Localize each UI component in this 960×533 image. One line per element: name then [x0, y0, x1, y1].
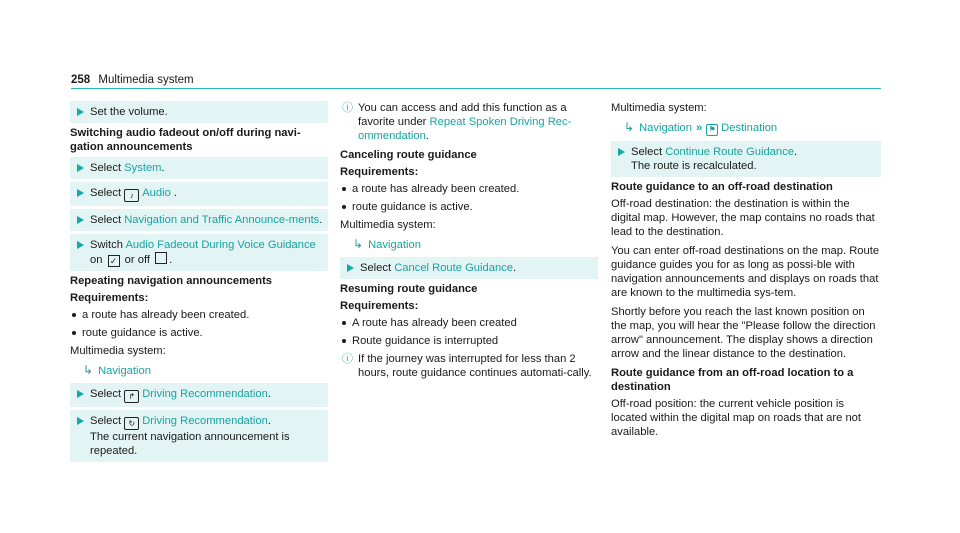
paragraph: Off-road destination: the destination is within the digital map. However, the map contains no roads that lead to the destination.	[611, 198, 875, 238]
navigation-menu-item[interactable]: Navigation	[98, 365, 151, 377]
step-select-nav-traffic: Select Navigation and Traffic Announce-ments.	[70, 209, 328, 231]
step-arrow-icon	[77, 390, 84, 398]
column-left	[70, 101, 328, 465]
cancel-route-guidance-item[interactable]: Cancel Route Guidance	[394, 262, 513, 274]
on-text: on	[90, 254, 103, 266]
step-arrow-icon	[77, 417, 84, 425]
requirements-label: Requirements:	[70, 292, 149, 304]
step-cancel-route: Select Cancel Route Guidance.	[340, 257, 598, 279]
or-off-text: or off	[124, 254, 150, 266]
repeat-spoken-link[interactable]: Repeat Spoken Driving Rec-ommendation	[358, 116, 572, 142]
step-result: The current navigation announcement is repeated.	[90, 431, 290, 457]
driving-recommendation-item[interactable]: Driving Recommendation	[142, 388, 268, 400]
info-icon: ⓘ	[342, 353, 353, 365]
multimedia-system-label: Multimedia system:	[340, 219, 436, 231]
audio-menu-item[interactable]: Audio	[142, 187, 171, 199]
step-text: Select	[631, 146, 663, 158]
page-header	[71, 73, 194, 87]
requirement-item: Route guidance is interrupted	[340, 334, 598, 348]
repeat-recommendation-icon: ↻	[124, 417, 139, 430]
step-switch-fadeout: Switch Audio Fadeout During Voice Guidance on ✓ or off .	[70, 234, 328, 271]
heading-resume: Resuming route guidance	[340, 283, 478, 295]
note-text: If the journey was interrupted for less than 2 hours, route guidance continues automati-cally.	[358, 353, 592, 379]
audio-settings-icon: ♪	[124, 189, 139, 202]
step-text: Select	[90, 214, 122, 226]
system-menu-item[interactable]: System	[124, 162, 162, 174]
paragraph: Shortly before you reach the last known position on the map, you will hear the "Please follow the direction arrow" announcement. The display shows a direction arrow and the linear distance to the destination.	[611, 306, 876, 360]
step-text: Switch	[90, 239, 123, 251]
requirement-item: route guidance is active.	[70, 326, 328, 340]
step-arrow-icon	[77, 189, 84, 197]
requirement-item: A route has already been created	[340, 316, 598, 330]
column-right	[611, 101, 881, 444]
page-number: 258	[71, 74, 91, 86]
step-text: Select	[90, 187, 122, 199]
step-text: Select	[90, 162, 122, 174]
resume-note	[340, 352, 598, 380]
step-arrow-icon	[77, 108, 84, 116]
step-arrow-icon	[618, 148, 625, 156]
navigation-menu-item[interactable]: Navigation	[368, 239, 421, 251]
requirements-label: Requirements:	[340, 166, 419, 178]
driving-recommendation-item[interactable]: Driving Recommendation	[142, 415, 268, 427]
step-result: The route is recalculated.	[631, 160, 757, 172]
nav-traffic-announcements-item[interactable]: Navigation and Traffic Announce-ments	[124, 214, 320, 226]
menu-path	[70, 363, 328, 378]
favorite-note: ⓘ You can access and add this function as a favorite under Repeat Spoken Driving Rec-ommendation.	[342, 102, 572, 142]
continue-route-guidance-item[interactable]: Continue Route Guidance	[665, 146, 794, 158]
step-continue-route: Select Continue Route Guidance. The route is recalculated.	[611, 141, 881, 177]
paragraph: Off-road position: the current vehicle position is located within the digital map on roads that are not available.	[611, 398, 862, 438]
audio-fadeout-toggle[interactable]: Audio Fadeout During Voice Guidance	[125, 239, 316, 251]
heading-repeat: Repeating navigation announcements	[70, 275, 273, 287]
step-select-driving-rec-2: Select ↻ Driving Recommendation. The current navigation announcement is repeated.	[70, 410, 328, 462]
destination-menu-item[interactable]: Destination	[721, 122, 778, 134]
step-arrow-icon	[77, 216, 84, 224]
heading-cancel: Canceling route guidance	[340, 149, 477, 161]
driving-recommendation-icon: ↱	[124, 390, 139, 403]
menu-path	[340, 237, 598, 252]
navigation-menu-item[interactable]: Navigation	[639, 122, 692, 134]
requirements-label: Requirements:	[340, 300, 419, 312]
requirement-item: a route has already been created.	[70, 308, 328, 322]
paragraph: You can enter off-road destinations on the map. Route guidance guides you for as long as possi-ble with navigation announcements and displays on roads that are known to the multimedia sys-tem.	[611, 245, 880, 299]
step-select-system: Select System.	[70, 157, 328, 179]
step-set-volume	[70, 101, 328, 123]
page-title: Multimedia system	[98, 74, 194, 86]
column-middle	[340, 101, 598, 385]
step-arrow-icon	[347, 264, 354, 272]
info-icon: ⓘ	[342, 102, 353, 114]
note-text: You can access and add this function as a favorite under	[358, 102, 567, 128]
submenu-arrow-icon: ↳	[624, 120, 635, 134]
requirement-item: a route has already been created.	[340, 182, 598, 196]
step-text: Set the volume.	[90, 106, 168, 118]
step-select-audio: Select ♪ Audio .	[70, 182, 328, 206]
menu-path	[611, 120, 881, 136]
multimedia-system-label: Multimedia system:	[70, 345, 166, 357]
checked-box-icon: ✓	[108, 255, 120, 267]
heading-audio-fadeout: Switching audio fadeout on/off during navi-gation announcements	[70, 127, 301, 153]
heading-offroad: Route guidance to an off-road destination	[611, 181, 833, 193]
step-text: Select	[360, 262, 392, 274]
next-arrow-icon: »	[695, 122, 703, 134]
step-select-driving-rec: Select ↱ Driving Recommendation.	[70, 383, 328, 407]
step-text: Select	[90, 415, 122, 427]
step-text: Select	[90, 388, 122, 400]
destination-flag-icon: ⚑	[706, 124, 718, 136]
submenu-arrow-icon: ↳	[353, 237, 364, 251]
requirement-item: route guidance is active.	[340, 200, 598, 214]
multimedia-system-label: Multimedia system:	[611, 102, 707, 114]
header-rule	[71, 88, 881, 89]
step-arrow-icon	[77, 241, 84, 249]
step-arrow-icon	[77, 164, 84, 172]
unchecked-box-icon	[155, 252, 167, 264]
heading-from-offroad: Route guidance from an off-road location to a destination	[611, 367, 854, 393]
submenu-arrow-icon: ↳	[83, 363, 94, 377]
